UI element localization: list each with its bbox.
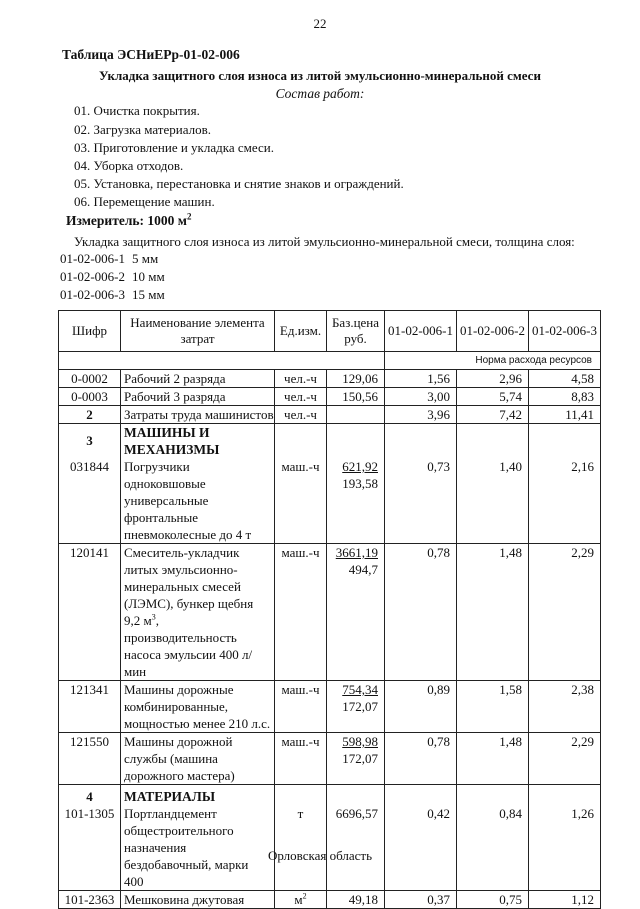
row-code: 121341 (59, 681, 121, 733)
row-code: 101-1305 (59, 805, 121, 891)
row-unit: маш.-ч (275, 544, 327, 681)
row-value-3: 1,26 (529, 805, 601, 891)
table-row (59, 406, 601, 424)
header-unit: Ед.изм. (275, 311, 327, 352)
row-value-1: 0,37 (385, 891, 457, 909)
page-number: 22 (313, 16, 327, 31)
table-row (59, 681, 601, 733)
measure-unit: Измеритель: 1000 $м^2$ (66, 211, 192, 228)
row-value-1: 0,89 (385, 681, 457, 733)
variant-value: 10 мм (132, 269, 165, 284)
row-value-2: 0,75 (457, 891, 529, 909)
row-name: Рабочий 2 разряда (121, 370, 275, 388)
row-code: 120141 (59, 544, 121, 681)
section-title: МАТЕРИАЛЫ (121, 785, 275, 806)
row-value-3: 2,38 (529, 681, 601, 733)
row-value-3: 2,29 (529, 544, 601, 681)
row-value-3: 11,41 (529, 406, 601, 424)
row-price: 150,56 (327, 388, 385, 406)
row-price: 621,92 193,58 (327, 458, 385, 544)
row-code: 031844 (59, 458, 121, 544)
row-name: Рабочий 3 разряда (121, 388, 275, 406)
section-code: 4 (59, 785, 121, 806)
header-price: Баз.цена руб. (327, 311, 385, 352)
intro-text: Укладка защитного слоя износа из литой эмульсионно-минеральной смеси, толщина слоя: (74, 234, 575, 249)
row-name: Машины дорожной службы (машина дорожного мастера) (121, 733, 275, 785)
row-value-2: 2,96 (457, 370, 529, 388)
row-value-1: 3,00 (385, 388, 457, 406)
row-price: 6696,57 (327, 805, 385, 891)
table-row (59, 458, 601, 544)
row-value-3: 1,12 (529, 891, 601, 909)
row-price: 3661,19 494,7 (327, 544, 385, 681)
row-unit: чел.-ч (275, 370, 327, 388)
table-row (59, 733, 601, 785)
row-code: 121550 (59, 733, 121, 785)
row-value-1: 0,78 (385, 544, 457, 681)
footer-region: Орловская область (267, 848, 373, 863)
row-value-2: 0,84 (457, 805, 529, 891)
table-row (59, 544, 601, 681)
table-title: Таблица ЭСНиЕРр-01-02-006 (62, 47, 240, 62)
header-variant-1: 01-02-006-1 (385, 311, 457, 352)
work-item: 02. Загрузка материалов. (74, 122, 211, 137)
subtitle: Укладка защитного слоя износа из литой эмульсионно-минеральной смеси (99, 68, 541, 83)
work-item: 03. Приготовление и укладка смеси. (74, 140, 274, 155)
header-code: Шифр (59, 311, 121, 352)
row-value-3: 4,58 (529, 370, 601, 388)
row-unit: т (275, 805, 327, 891)
row-unit: маш.-ч (275, 458, 327, 544)
row-value-2: 1,40 (457, 458, 529, 544)
row-value-1: 0,42 (385, 805, 457, 891)
resource-table (58, 310, 601, 909)
variant-line (60, 269, 165, 285)
variant-line (60, 287, 165, 303)
row-name: Затраты труда машинистов (121, 406, 275, 424)
row-code: 101-2363 (59, 891, 121, 909)
table-row (59, 388, 601, 406)
variant-value: 15 мм (132, 287, 165, 302)
section-title: МАШИНЫ И МЕХАНИЗМЫ (121, 424, 275, 459)
row-value-3: 2,16 (529, 458, 601, 544)
row-price: 49,18 (327, 891, 385, 909)
section-row (59, 785, 601, 806)
row-name: Мешковина джутовая (121, 891, 275, 909)
row-value-1: 3,96 (385, 406, 457, 424)
row-unit: маш.-ч (275, 681, 327, 733)
row-value-1: 1,56 (385, 370, 457, 388)
row-name: Машины дорожные комбинированные, мощностью менее 210 л.с. (121, 681, 275, 733)
row-name: Погрузчики одноковшовые универсальные фронтальные пневмоколесные до 4 т (121, 458, 275, 544)
row-code: 2 (59, 406, 121, 424)
row-unit: маш.-ч (275, 733, 327, 785)
variant-line (60, 251, 158, 267)
row-unit: чел.-ч (275, 388, 327, 406)
work-item: 04. Уборка отходов. (74, 158, 184, 173)
section-row (59, 424, 601, 459)
row-price: 754,34 172,07 (327, 681, 385, 733)
row-name: Смеситель-укладчик литых эмульсионно-минеральных смесей (ЛЭМС), бункер щебня 9,2 $м^3$, производительность насоса эмульсии 400 л/мин (121, 544, 275, 681)
variant-code: 01-02-006-1 (60, 251, 125, 266)
row-value-2: 7,42 (457, 406, 529, 424)
variant-value: 5 мм (132, 251, 159, 266)
norm-label: Норма расхода ресурсов (385, 352, 601, 370)
table-row (59, 370, 601, 388)
row-value-2: 1,48 (457, 544, 529, 681)
work-item: 06. Перемещение машин. (74, 194, 215, 209)
table-row (59, 891, 601, 909)
row-name: Портландцемент общестроительного назначения бездобавочный, марки 400 (121, 805, 275, 891)
row-unit: $м^2$ (275, 891, 327, 909)
row-value-1: 0,73 (385, 458, 457, 544)
row-code: 0-0002 (59, 370, 121, 388)
header-variant-3: 01-02-006-3 (529, 311, 601, 352)
row-value-3: 8,83 (529, 388, 601, 406)
header-variant-2: 01-02-006-2 (457, 311, 529, 352)
row-code: 0-0003 (59, 388, 121, 406)
header-name: Наименование элемента затрат (121, 311, 275, 352)
row-price: 598,98 172,07 (327, 733, 385, 785)
row-value-2: 1,58 (457, 681, 529, 733)
row-price (327, 406, 385, 424)
row-price: 129,06 (327, 370, 385, 388)
row-value-2: 1,48 (457, 733, 529, 785)
row-value-3: 2,29 (529, 733, 601, 785)
row-unit: чел.-ч (275, 406, 327, 424)
section-code: 3 (59, 424, 121, 459)
variant-code: 01-02-006-2 (60, 269, 125, 284)
composition-label: Состав работ: (275, 86, 365, 101)
variant-code: 01-02-006-3 (60, 287, 125, 302)
work-item: 05. Установка, перестановка и снятие знаков и ограждений. (74, 176, 404, 191)
work-item: 01. Очистка покрытия. (74, 103, 200, 118)
header-row (59, 311, 601, 352)
row-value-1: 0,78 (385, 733, 457, 785)
norm-row (59, 352, 601, 370)
row-value-2: 5,74 (457, 388, 529, 406)
